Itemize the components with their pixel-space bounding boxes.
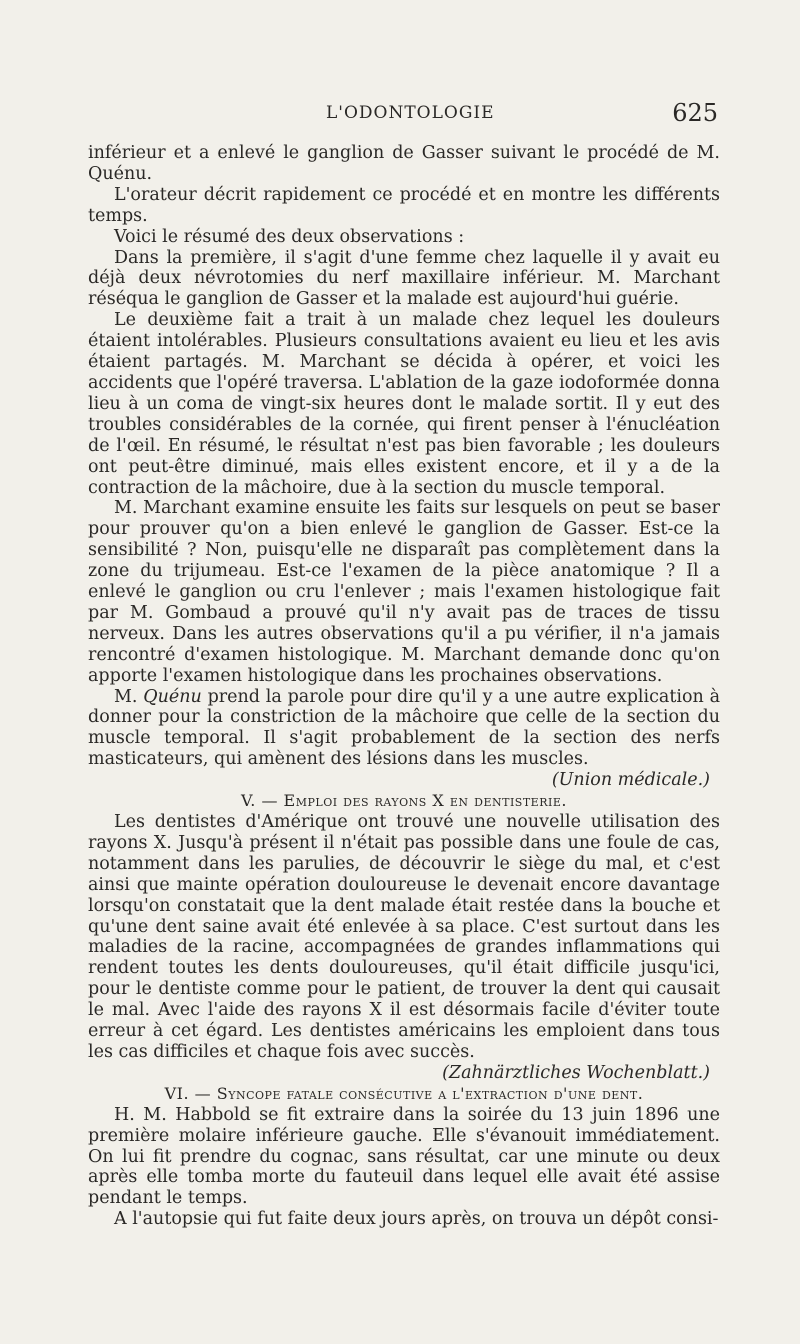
paragraph: Le deuxième fait a trait à un malade chez lequel les douleurs étaient intolérables. Plusieurs consultations avaient eu lieu et les avis étaient partagés. M. Marchant se décida à opérer, et voici les accidents que l'opéré traversa. L'ablation de la gaze iodoformée donna lieu à un coma de vingt-six heures dont le malade sortit. Il y eut des troubles considérables de la cornée, qui firent penser à l'énucléation de l'œil. En résumé, le résultat n'est pas bien favorable ; les douleurs ont peut-être diminué, mais elles existent encore, et il y a de la contraction de la mâchoire, due à la section du muscle temporal. [88, 310, 720, 498]
section-number: V. — [241, 791, 284, 811]
paragraph [88, 687, 720, 771]
article-body [88, 143, 720, 1230]
section-number: VI. — [164, 1083, 217, 1103]
journal-title: L'ODONTOLOGIE [326, 103, 495, 123]
section-title: Emploi des rayons X en dentisterie. [283, 791, 567, 811]
person-name: Quénu [143, 686, 202, 707]
source-citation: (Union médicale.) [551, 770, 710, 791]
text-run: prend la parole pour dire qu'il y a une autre explication à donner pour la constriction de la mâchoire que celle de la section du muscle temporal. Il s'agit probablement de la section des nerfs masticateurs, qui amènent des lésions dans les muscles. [88, 686, 720, 770]
paragraph: Voici le résumé des deux observations : [114, 226, 465, 247]
paragraph: M. Marchant examine ensuite les faits sur lesquels on peut se baser pour prouver qu'on a bien enlevé le ganglion de Gasser. Est-ce la sensibilité ? Non, puisqu'elle ne disparaît pas complètement dans la zone du trijumeau. Est-ce l'examen de la pièce anatomique ? Il a enlevé le ganglion ou cru l'enlever ; mais l'examen histologique fait par M. Gombaud a prouvé qu'il n'y avait pas de traces de tissu nerveux. Dans les autres observations qu'il a pu vérifier, il n'a jamais rencontré d'examen histologique. M. Marchant demande donc qu'on apporte l'examen histologique dans les prochaines observations. [88, 498, 720, 686]
running-head [88, 99, 720, 131]
paragraph: Les dentistes d'Amérique ont trouvé une nouvelle utilisation des rayons X. Jusqu'à présent il n'était pas possible dans une foule de cas, notamment dans les parulies, de découvrir le siège du mal, et c'est ainsi que mainte opération douloureuse le devenait encore davantage lorsqu'on constatait que la dent malade était restée dans la bouche et qu'une dent saine avait été enlevée à sa place. C'est surtout dans les maladies de la racine, accompagnées de grandes inflammations qui rendent toutes les dents douloureuses, qu'il était difficile jusqu'ici, pour le dentiste comme pour le patient, de trouver la dent qui causait le mal. Avec l'aide des rayons X il est désormais facile d'éviter toute erreur à cet égard. Les dentistes américains les emploient dans tous les cas difficiles et chaque fois avec succès. [88, 812, 720, 1062]
paragraph: A l'autopsie qui fut faite deux jours après, on trouva un dépôt consi- [114, 1209, 719, 1230]
source-citation: (Zahnärztliches Wochenblatt.) [442, 1062, 710, 1083]
page-number: 625 [672, 99, 718, 127]
section-title: Syncope fatale consécutive a l'extraction d'une dent. [216, 1083, 644, 1103]
paragraph: L'orateur décrit rapidement ce procédé et en montre les différents temps. [88, 184, 720, 226]
section-heading [88, 791, 720, 812]
paragraph: Dans la première, il s'agit d'une femme chez laquelle il y avait eu déjà deux névrotomies du nerf maxillaire inférieur. M. Marchant réséqua le ganglion de Gasser et la malade est aujourd'hui guérie. [88, 247, 720, 310]
section-heading [88, 1084, 720, 1105]
paragraph: inférieur et a enlevé le ganglion de Gasser suivant le procédé de M. Quénu. [88, 143, 720, 184]
text-run: M. [114, 686, 144, 707]
paragraph: H. M. Habbold se fit extraire dans la soirée du 13 juin 1896 une première molaire inférieure gauche. Elle s'évanouit immédiatement. On lui fit prendre du cognac, sans résultat, car une minute ou deux après elle tomba morte du fauteuil dans lequel elle avait été assise pendant le temps. [88, 1104, 720, 1209]
